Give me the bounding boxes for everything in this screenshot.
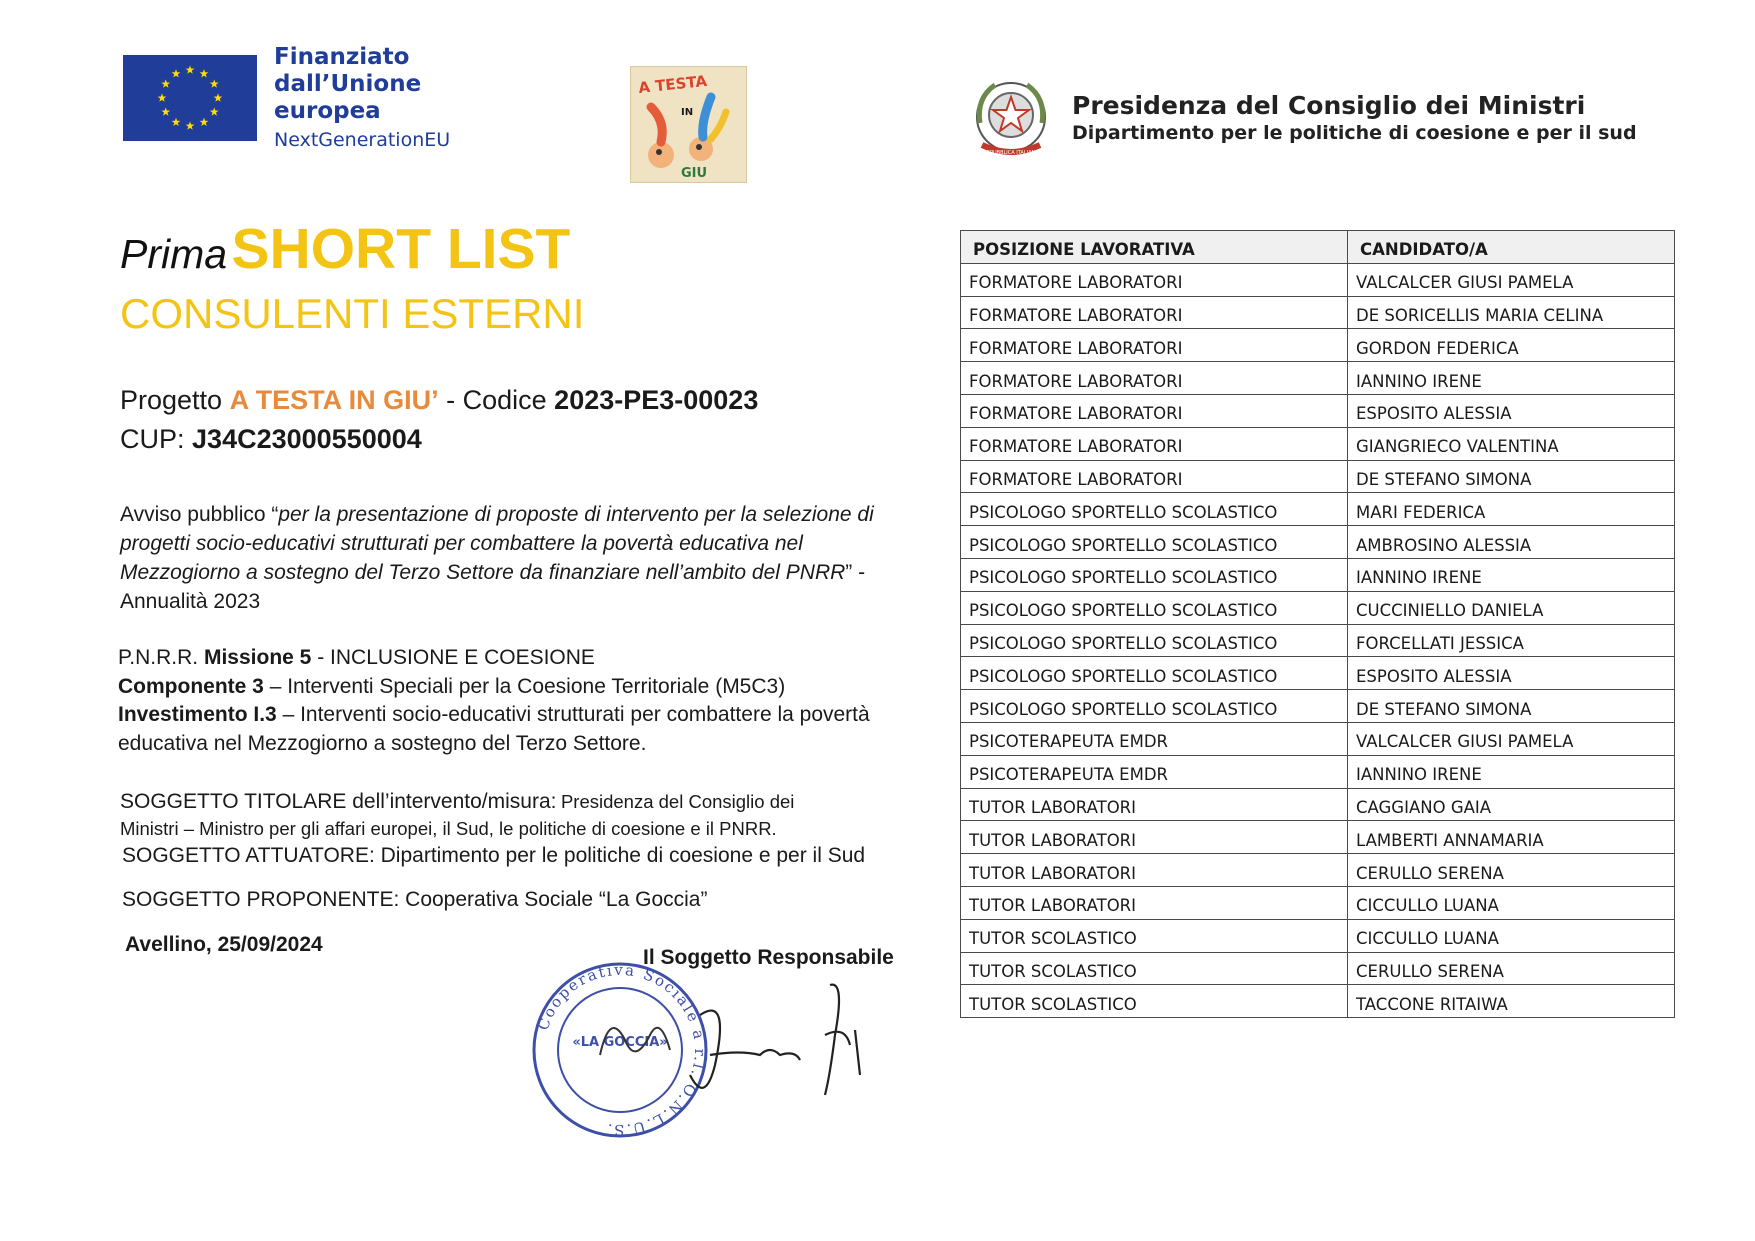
eu-flag-icon — [123, 55, 257, 141]
cell-candidato: VALCALCER GIUSI PAMELA — [1348, 722, 1675, 755]
missione-text: - INCLUSIONE E COESIONE — [317, 646, 595, 669]
responsabile-label: Il Soggetto Responsabile — [643, 946, 894, 969]
cell-posizione: FORMATORE LABORATORI — [961, 394, 1348, 427]
signature-initials — [825, 985, 860, 1095]
cell-candidato: CUCCINIELLO DANIELA — [1348, 591, 1675, 624]
cell-candidato: IANNINO IRENE — [1348, 558, 1675, 591]
table-row — [961, 657, 1675, 690]
table-header-row — [961, 231, 1675, 264]
project-name: A TESTA IN GIU’ — [229, 385, 439, 415]
table-row — [961, 755, 1675, 788]
cell-candidato: FORCELLATI JESSICA — [1348, 624, 1675, 657]
table-row — [961, 263, 1675, 296]
eu-star-icon — [210, 107, 219, 115]
investimento-label: Investimento I.3 — [118, 703, 277, 726]
table-row — [961, 558, 1675, 591]
emblem-ribbon-text: REPUBBLICA ITALIANA — [983, 150, 1039, 156]
department-name: Dipartimento per le politiche di coesione e per il sud — [1072, 121, 1637, 144]
componente-label: Componente 3 — [118, 674, 264, 698]
table-row — [961, 624, 1675, 657]
codice-label: - Codice — [446, 385, 547, 415]
eu-star-icon — [210, 79, 219, 87]
cell-posizione: PSICOLOGO SPORTELLO SCOLASTICO — [961, 526, 1348, 559]
pnrr-investimento-line — [118, 701, 948, 730]
table-row — [961, 427, 1675, 460]
cell-candidato: CERULLO SERENA — [1348, 952, 1675, 985]
eu-star-icon — [161, 107, 170, 115]
eu-star-icon — [200, 69, 209, 77]
title-prima: Prima — [120, 231, 228, 277]
cell-candidato: AMBROSINO ALESSIA — [1348, 526, 1675, 559]
government-logo-text — [1072, 91, 1637, 146]
cell-candidato: VALCALCER GIUSI PAMELA — [1348, 263, 1675, 296]
cell-posizione: TUTOR LABORATORI — [961, 854, 1348, 887]
table-row — [961, 788, 1675, 821]
cup-line — [120, 424, 422, 455]
stamp-outer-text: Cooperativa Sociale a r.l. O.N.L.U.S. — [533, 960, 710, 1140]
cell-posizione: TUTOR LABORATORI — [961, 886, 1348, 919]
table-row — [961, 329, 1675, 362]
stamp-and-signature — [500, 955, 900, 1145]
soggetto-titolare-value-continued: Ministri – Ministro per gli affari europei, il Sud, le politiche di coesione e il PNRR. — [120, 818, 777, 839]
eu-logo-line2: dall’Unione europea — [274, 71, 422, 125]
title-short-list: SHORT LIST — [231, 217, 571, 281]
shortlist-table — [960, 230, 1675, 1018]
page-subtitle: CONSULENTI ESTERNI — [120, 290, 585, 337]
stamp-center-text: «LA GOCCIA» — [572, 1035, 668, 1050]
cell-posizione: PSICOLOGO SPORTELLO SCOLASTICO — [961, 558, 1348, 591]
cell-candidato: CAGGIANO GAIA — [1348, 788, 1675, 821]
eu-logo-line1: Finanziato — [274, 44, 410, 71]
cell-candidato: ESPOSITO ALESSIA — [1348, 657, 1675, 690]
eu-funding-logo — [123, 44, 527, 152]
soggetto-titolare-label: SOGGETTO TITOLARE dell’intervento/misura: — [120, 790, 557, 813]
cell-candidato: GORDON FEDERICA — [1348, 329, 1675, 362]
cell-posizione: FORMATORE LABORATORI — [961, 263, 1348, 296]
investimento-text-continued: educativa nel Mezzogiorno a sostegno del Terzo Settore. — [118, 731, 647, 755]
project-logo-top-text: A TESTA — [637, 71, 708, 97]
table-row — [961, 919, 1675, 952]
cell-candidato: CICCULLO LUANA — [1348, 919, 1675, 952]
cell-posizione: TUTOR SCOLASTICO — [961, 952, 1348, 985]
table-row — [961, 460, 1675, 493]
cell-posizione: PSICOLOGO SPORTELLO SCOLASTICO — [961, 690, 1348, 723]
cell-posizione: PSICOLOGO SPORTELLO SCOLASTICO — [961, 657, 1348, 690]
cell-candidato: CICCULLO LUANA — [1348, 886, 1675, 919]
cell-posizione: FORMATORE LABORATORI — [961, 362, 1348, 395]
project-label: Progetto — [120, 385, 223, 415]
table-row — [961, 690, 1675, 723]
cell-candidato: TACCONE RITAIWA — [1348, 985, 1675, 1018]
pnrr-componente-line — [118, 673, 948, 702]
cell-candidato: CERULLO SERENA — [1348, 854, 1675, 887]
table-row — [961, 362, 1675, 395]
cell-candidato: DE STEFANO SIMONA — [1348, 690, 1675, 723]
project-code: 2023-PE3-00023 — [554, 385, 759, 415]
avviso-suffix: ” - Annualità 2023 — [120, 561, 866, 613]
eu-star-icon — [158, 93, 167, 101]
government-logo — [970, 73, 1637, 163]
table-row — [961, 493, 1675, 526]
componente-text: – Interventi Speciali per la Coesione Territoriale (M5C3) — [269, 674, 786, 698]
cell-candidato: DE SORICELLIS MARIA CELINA — [1348, 296, 1675, 329]
eu-logo-text — [274, 44, 527, 152]
page-title — [120, 216, 570, 282]
table-row — [961, 722, 1675, 755]
cup-label: CUP: — [120, 424, 185, 454]
cell-posizione: TUTOR LABORATORI — [961, 821, 1348, 854]
cell-posizione: PSICOLOGO SPORTELLO SCOLASTICO — [961, 624, 1348, 657]
cell-posizione: PSICOLOGO SPORTELLO SCOLASTICO — [961, 591, 1348, 624]
cell-candidato: IANNINO IRENE — [1348, 362, 1675, 395]
eu-star-icon — [214, 93, 223, 101]
pnrr-missione-line — [118, 644, 948, 673]
cell-posizione: PSICOTERAPEUTA EMDR — [961, 722, 1348, 755]
cell-posizione: FORMATORE LABORATORI — [961, 296, 1348, 329]
table-row — [961, 296, 1675, 329]
avviso-paragraph — [120, 500, 880, 616]
cell-posizione: TUTOR SCOLASTICO — [961, 919, 1348, 952]
cell-candidato: ESPOSITO ALESSIA — [1348, 394, 1675, 427]
eu-star-icon — [200, 118, 209, 126]
eu-star-icon — [172, 69, 181, 77]
italian-emblem-icon — [970, 73, 1052, 163]
cell-candidato: IANNINO IRENE — [1348, 755, 1675, 788]
eu-star-icon — [186, 121, 195, 129]
eu-logo-line3: NextGenerationEU — [274, 129, 451, 152]
project-logo-illustration — [631, 67, 747, 183]
place-date: Avellino, 25/09/2024 — [125, 933, 323, 956]
project-logo-middle-text: IN — [681, 107, 694, 118]
soggetto-titolare-value: Presidenza del Consiglio dei — [560, 791, 795, 812]
eu-star-icon — [161, 79, 170, 87]
table-row — [961, 526, 1675, 559]
cell-posizione: FORMATORE LABORATORI — [961, 329, 1348, 362]
table-row — [961, 821, 1675, 854]
cell-posizione: FORMATORE LABORATORI — [961, 460, 1348, 493]
table-row — [961, 952, 1675, 985]
cell-posizione: PSICOLOGO SPORTELLO SCOLASTICO — [961, 493, 1348, 526]
pnrr-block — [118, 644, 948, 758]
avviso-text: per la presentazione di proposte di intervento per la selezione di progetti socio-educativi strutturati per combattere la povertà educativa nel Mezzogiorno a sostegno del Terzo Settore da finanziare nell’ambito del PNRR — [120, 503, 874, 584]
cell-candidato: DE STEFANO SIMONA — [1348, 460, 1675, 493]
project-line — [120, 385, 758, 416]
table-row — [961, 854, 1675, 887]
eu-star-icon — [186, 65, 195, 73]
cell-candidato: GIANGRIECO VALENTINA — [1348, 427, 1675, 460]
eu-star-icon — [172, 118, 181, 126]
investimento-text: – Interventi socio-educativi strutturati per combattere la povertà — [282, 703, 870, 726]
cell-posizione: PSICOTERAPEUTA EMDR — [961, 755, 1348, 788]
cell-candidato: MARI FEDERICA — [1348, 493, 1675, 526]
project-logo — [630, 66, 747, 183]
table-row — [961, 886, 1675, 919]
column-header-posizione: POSIZIONE LAVORATIVA — [961, 231, 1348, 264]
cell-posizione: TUTOR LABORATORI — [961, 788, 1348, 821]
government-name: Presidenza del Consiglio dei Ministri — [1072, 90, 1586, 120]
table-row — [961, 985, 1675, 1018]
cell-posizione: TUTOR SCOLASTICO — [961, 985, 1348, 1018]
soggetto-attuatore: SOGGETTO ATTUATORE: Dipartimento per le politiche di coesione e per il Sud — [122, 844, 866, 867]
stamp-inner-ring — [558, 988, 682, 1112]
cell-candidato: LAMBERTI ANNAMARIA — [1348, 821, 1675, 854]
pnrr-prefix: P.N.R.R. — [118, 646, 199, 669]
soggetto-proponente: SOGGETTO PROPONENTE: Cooperativa Sociale “La Goccia” — [122, 888, 708, 911]
missione-label: Missione 5 — [203, 646, 312, 669]
cell-posizione: FORMATORE LABORATORI — [961, 427, 1348, 460]
table-row — [961, 591, 1675, 624]
cup-code: J34C23000550004 — [192, 424, 422, 454]
soggetto-titolare — [120, 790, 950, 840]
project-logo-bottom-text: GIU — [681, 166, 708, 181]
column-header-candidato: CANDIDATO/A — [1348, 231, 1675, 264]
avviso-prefix: Avviso pubblico “ — [120, 503, 279, 526]
table-row — [961, 394, 1675, 427]
